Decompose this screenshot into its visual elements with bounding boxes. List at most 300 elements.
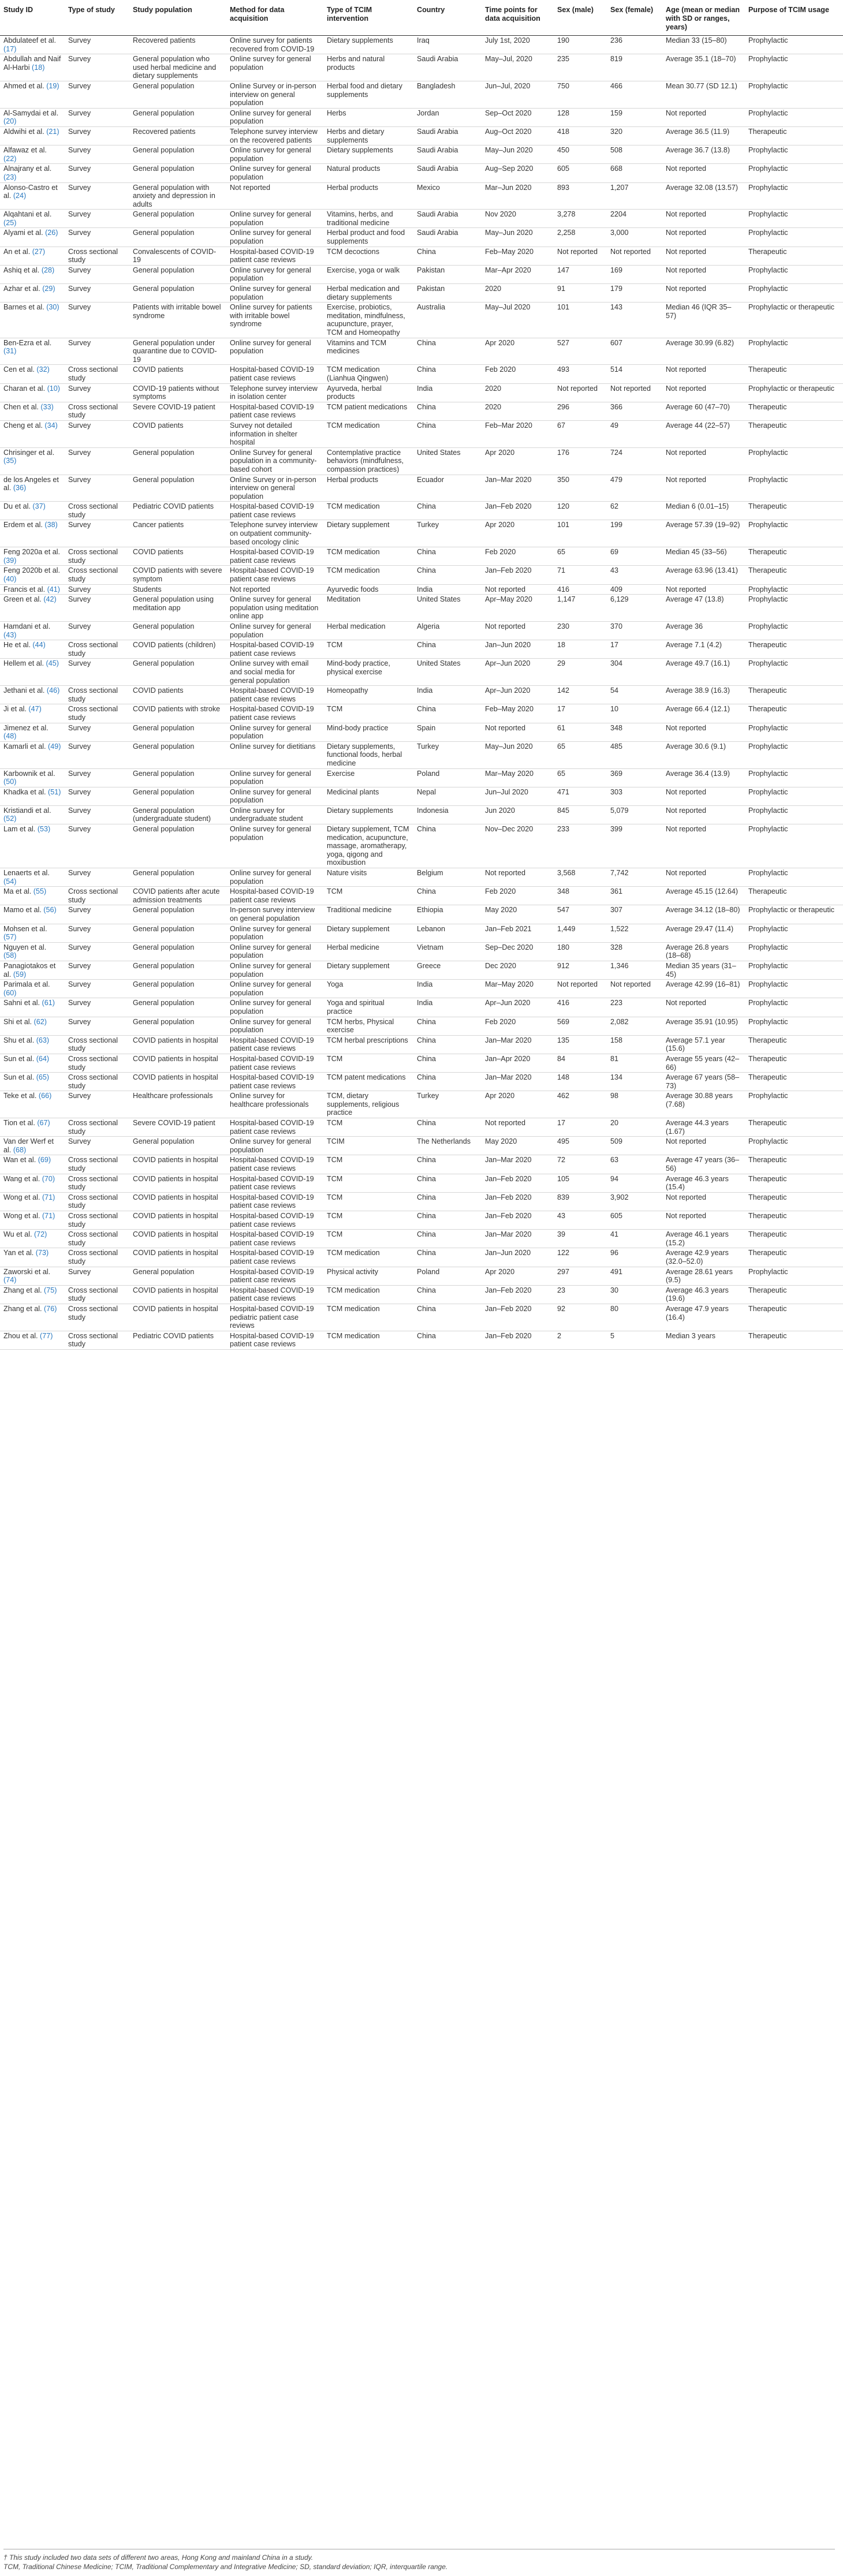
reference-link[interactable]: (45) bbox=[46, 659, 59, 668]
study-author: Feng 2020a et al. bbox=[3, 548, 61, 557]
cell-tcim-type: TCM, dietary supplements, religious practice bbox=[323, 1091, 413, 1118]
cell-sex-female: 514 bbox=[607, 365, 662, 383]
cell-tcim-type: TCIM bbox=[323, 1137, 413, 1155]
cell-method: Online survey for general population bbox=[226, 108, 323, 126]
reference-link[interactable]: (36) bbox=[13, 484, 27, 492]
cell-study-id bbox=[0, 247, 65, 265]
cell-tcim-type: TCM herbs, Physical exercise bbox=[323, 1017, 413, 1035]
cell-tcim-type: TCM bbox=[323, 1155, 413, 1174]
cell-time-points: Not reported bbox=[482, 584, 554, 595]
cell-study-population: General population bbox=[129, 475, 226, 502]
table-row bbox=[0, 566, 843, 584]
cell-sex-female: 369 bbox=[607, 768, 662, 787]
cell-method: Online survey for patients recovered from COVID-19 bbox=[226, 36, 323, 54]
cell-sex-female: 179 bbox=[607, 284, 662, 303]
cell-time-points: Jan–Mar 2020 bbox=[482, 1230, 554, 1248]
cell-age: Average 46.1 years (15.2) bbox=[662, 1230, 745, 1248]
cell-country: Ethiopia bbox=[413, 905, 482, 924]
reference-link[interactable]: (57) bbox=[3, 933, 17, 942]
cell-country: China bbox=[413, 824, 482, 868]
reference-link[interactable]: (18) bbox=[32, 63, 45, 72]
cell-sex-male: 65 bbox=[554, 741, 607, 768]
cell-age: Not reported bbox=[662, 284, 745, 303]
study-author: Abdulateef et al. bbox=[3, 36, 57, 44]
cell-country: Greece bbox=[413, 961, 482, 979]
cell-country: Ecuador bbox=[413, 475, 482, 502]
cell-study-id bbox=[0, 887, 65, 905]
cell-purpose: Therapeutic bbox=[745, 365, 843, 383]
reference-link[interactable]: (29) bbox=[42, 285, 55, 293]
table-row bbox=[0, 1118, 843, 1137]
cell-time-points: Apr 2020 bbox=[482, 1267, 554, 1285]
cell-method: Online survey for healthcare professionals bbox=[226, 1091, 323, 1118]
reference-link[interactable]: (26) bbox=[45, 229, 58, 237]
reference-link[interactable]: (19) bbox=[46, 81, 59, 90]
cell-tcim-type: TCM decoctions bbox=[323, 247, 413, 265]
cell-method: Hospital-based COVID-19 pediatric patient case reviews bbox=[226, 1304, 323, 1331]
table-row bbox=[0, 1211, 843, 1230]
cell-purpose: Therapeutic bbox=[745, 420, 843, 447]
cell-sex-male: 122 bbox=[554, 1248, 607, 1267]
cell-type-of-study: Cross sectional study bbox=[65, 1174, 129, 1192]
reference-link[interactable]: (43) bbox=[3, 630, 17, 639]
study-author: Hellem et al. bbox=[3, 659, 44, 668]
cell-type-of-study: Survey bbox=[65, 520, 129, 547]
cell-age: Average 29.47 (11.4) bbox=[662, 924, 745, 942]
table-row bbox=[0, 924, 843, 942]
table-row bbox=[0, 145, 843, 164]
reference-link[interactable]: (67) bbox=[37, 1119, 50, 1128]
reference-link[interactable]: (50) bbox=[3, 778, 17, 786]
cell-method: Online survey for general population bbox=[226, 824, 323, 868]
cell-age: Average 35.91 (10.95) bbox=[662, 1017, 745, 1035]
cell-study-population: Convalescents of COVID-19 bbox=[129, 247, 226, 265]
cell-study-population: General population bbox=[129, 81, 226, 108]
reference-link[interactable]: (30) bbox=[46, 303, 59, 312]
cell-study-id bbox=[0, 1155, 65, 1174]
cell-country: China bbox=[413, 247, 482, 265]
cell-country: Pakistan bbox=[413, 265, 482, 283]
cell-study-id bbox=[0, 805, 65, 824]
table-row bbox=[0, 723, 843, 741]
table-row bbox=[0, 303, 843, 338]
reference-link[interactable]: (60) bbox=[3, 988, 17, 997]
reference-link[interactable]: (21) bbox=[46, 127, 59, 136]
cell-method: Online survey for undergraduate student bbox=[226, 805, 323, 824]
cell-type-of-study: Survey bbox=[65, 942, 129, 961]
cell-purpose: Therapeutic bbox=[745, 1054, 843, 1072]
cell-study-population: COVID patients with severe symptom bbox=[129, 566, 226, 584]
reference-link[interactable]: (48) bbox=[3, 732, 17, 741]
study-author: Teke et al. bbox=[3, 1092, 37, 1100]
reference-link[interactable]: (54) bbox=[3, 877, 17, 886]
cell-country: China bbox=[413, 1331, 482, 1349]
table-row bbox=[0, 595, 843, 622]
cell-tcim-type: Herbal food and dietary supplements bbox=[323, 81, 413, 108]
study-author: Wang et al. bbox=[3, 1174, 40, 1183]
cell-country: Turkey bbox=[413, 1091, 482, 1118]
study-author: Chrisinger et al. bbox=[3, 448, 55, 457]
cell-sex-female: 366 bbox=[607, 402, 662, 420]
study-author: Hamdani et al. bbox=[3, 622, 51, 630]
cell-type-of-study: Survey bbox=[65, 108, 129, 126]
cell-time-points: Apr 2020 bbox=[482, 1091, 554, 1118]
cell-study-population: General population with anxiety and depression in adults bbox=[129, 182, 226, 210]
cell-method: Hospital-based COVID-19 patient case reviews bbox=[226, 1174, 323, 1192]
reference-link[interactable]: (71) bbox=[42, 1212, 55, 1220]
reference-link[interactable]: (68) bbox=[13, 1145, 27, 1154]
table-row bbox=[0, 520, 843, 547]
cell-tcim-type: Mind-body practice, physical exercise bbox=[323, 659, 413, 686]
cell-type-of-study: Survey bbox=[65, 868, 129, 887]
study-author: Charan et al. bbox=[3, 384, 46, 393]
reference-link[interactable]: (17) bbox=[3, 44, 17, 53]
reference-link[interactable]: (42) bbox=[43, 595, 57, 604]
reference-link[interactable]: (34) bbox=[44, 421, 58, 430]
cell-age: Average 38.9 (16.3) bbox=[662, 686, 745, 704]
cell-study-population: Pediatric COVID patients bbox=[129, 502, 226, 520]
cell-time-points: Feb–May 2020 bbox=[482, 704, 554, 723]
cell-purpose: Prophylactic bbox=[745, 475, 843, 502]
cell-study-id bbox=[0, 284, 65, 303]
cell-country: Nepal bbox=[413, 787, 482, 805]
table-row bbox=[0, 54, 843, 81]
cell-type-of-study: Survey bbox=[65, 475, 129, 502]
reference-link[interactable]: (25) bbox=[3, 218, 17, 227]
cell-purpose: Prophylactic bbox=[745, 36, 843, 54]
cell-tcim-type: TCM patent medications bbox=[323, 1073, 413, 1091]
cell-purpose: Therapeutic bbox=[745, 686, 843, 704]
reference-link[interactable]: (72) bbox=[33, 1230, 47, 1239]
header-age: Age (mean or median with SD or ranges, years) bbox=[662, 3, 745, 36]
cell-study-population: Pediatric COVID patients bbox=[129, 1331, 226, 1349]
reference-link[interactable]: (59) bbox=[13, 970, 27, 979]
reference-link[interactable]: (38) bbox=[44, 521, 58, 529]
cell-study-id bbox=[0, 1073, 65, 1091]
cell-study-population: COVID-19 patients without symptoms bbox=[129, 383, 226, 402]
study-author: Barnes et al. bbox=[3, 303, 44, 312]
reference-link[interactable]: (71) bbox=[42, 1193, 55, 1201]
cell-sex-female: 508 bbox=[607, 145, 662, 164]
cell-time-points: Jun–Jul, 2020 bbox=[482, 81, 554, 108]
cell-study-id bbox=[0, 420, 65, 447]
reference-link[interactable]: (76) bbox=[44, 1304, 57, 1313]
cell-age: Average 28.61 years (9.5) bbox=[662, 1267, 745, 1285]
table-row bbox=[0, 741, 843, 768]
cell-age: Not reported bbox=[662, 108, 745, 126]
cell-sex-male: 142 bbox=[554, 686, 607, 704]
reference-link[interactable]: (65) bbox=[36, 1073, 50, 1082]
cell-purpose: Prophylactic bbox=[745, 520, 843, 547]
cell-sex-female: 5,079 bbox=[607, 805, 662, 824]
study-author: Wan et al. bbox=[3, 1156, 36, 1164]
header-study-id: Study ID bbox=[0, 3, 65, 36]
cell-study-id bbox=[0, 1137, 65, 1155]
cell-time-points: May 2020 bbox=[482, 1137, 554, 1155]
cell-method: Hospital-based COVID-19 patient case reviews bbox=[226, 566, 323, 584]
reference-link[interactable]: (56) bbox=[43, 906, 57, 914]
reference-link[interactable]: (52) bbox=[3, 815, 17, 823]
cell-purpose: Prophylactic bbox=[745, 980, 843, 998]
reference-link[interactable]: (70) bbox=[42, 1174, 55, 1183]
reference-link[interactable]: (23) bbox=[3, 173, 17, 181]
cell-age: Not reported bbox=[662, 584, 745, 595]
cell-type-of-study: Survey bbox=[65, 303, 129, 338]
cell-method: Hospital-based COVID-19 patient case reviews bbox=[226, 686, 323, 704]
study-author: Feng 2020b et al. bbox=[3, 566, 61, 575]
table-row bbox=[0, 868, 843, 887]
table-row bbox=[0, 942, 843, 961]
table-row bbox=[0, 961, 843, 979]
reference-link[interactable]: (66) bbox=[38, 1092, 52, 1100]
cell-tcim-type: TCM patient medications bbox=[323, 402, 413, 420]
reference-link[interactable]: (33) bbox=[40, 402, 54, 411]
cell-time-points: Feb 2020 bbox=[482, 365, 554, 383]
reference-link[interactable]: (74) bbox=[3, 1276, 17, 1285]
cell-study-population: COVID patients in hospital bbox=[129, 1248, 226, 1267]
cell-sex-male: 495 bbox=[554, 1137, 607, 1155]
cell-purpose: Prophylactic bbox=[745, 284, 843, 303]
cell-study-id bbox=[0, 1192, 65, 1211]
cell-age: Not reported bbox=[662, 805, 745, 824]
reference-link[interactable]: (41) bbox=[47, 585, 60, 593]
cell-study-population: General population bbox=[129, 447, 226, 475]
table-row bbox=[0, 787, 843, 805]
cell-age: Average 30.6 (9.1) bbox=[662, 741, 745, 768]
reference-link[interactable]: (28) bbox=[41, 266, 55, 274]
cell-sex-female: 3,902 bbox=[607, 1192, 662, 1211]
cell-tcim-type: TCM bbox=[323, 1118, 413, 1137]
cell-time-points: Nov 2020 bbox=[482, 210, 554, 228]
reference-link[interactable]: (77) bbox=[40, 1331, 53, 1340]
reference-link[interactable]: (32) bbox=[36, 365, 50, 374]
cell-study-id bbox=[0, 1035, 65, 1054]
cell-time-points: May–Jul 2020 bbox=[482, 303, 554, 338]
cell-purpose: Therapeutic bbox=[745, 126, 843, 145]
table-body bbox=[0, 36, 843, 1350]
header-study-population: Study population bbox=[129, 3, 226, 36]
table-row bbox=[0, 502, 843, 520]
study-author: Ahmed et al. bbox=[3, 81, 44, 90]
cell-sex-male: 17 bbox=[554, 704, 607, 723]
cell-study-id bbox=[0, 640, 65, 659]
cell-study-population: Cancer patients bbox=[129, 520, 226, 547]
header-country: Country bbox=[413, 3, 482, 36]
cell-country: China bbox=[413, 547, 482, 566]
reference-link[interactable]: (61) bbox=[42, 999, 55, 1007]
cell-study-id bbox=[0, 108, 65, 126]
reference-link[interactable]: (64) bbox=[36, 1054, 50, 1063]
cell-study-population: General population (undergraduate student) bbox=[129, 805, 226, 824]
study-author: Panagiotakos et al. bbox=[3, 961, 56, 979]
cell-type-of-study: Survey bbox=[65, 595, 129, 622]
cell-country: Bangladesh bbox=[413, 81, 482, 108]
cell-tcim-type: TCM bbox=[323, 1230, 413, 1248]
cell-study-population: General population bbox=[129, 284, 226, 303]
cell-country: China bbox=[413, 1155, 482, 1174]
cell-country: China bbox=[413, 1192, 482, 1211]
cell-country: United States bbox=[413, 659, 482, 686]
table-row bbox=[0, 768, 843, 787]
cell-sex-male: 1,449 bbox=[554, 924, 607, 942]
cell-method: Survey not detailed information in shelter hospital bbox=[226, 420, 323, 447]
cell-country: Poland bbox=[413, 1267, 482, 1285]
cell-age: Average 63.96 (13.41) bbox=[662, 566, 745, 584]
cell-method: Online survey for general population bbox=[226, 54, 323, 81]
cell-study-id bbox=[0, 547, 65, 566]
cell-purpose: Therapeutic bbox=[745, 640, 843, 659]
table-row bbox=[0, 164, 843, 182]
cell-method: Telephone survey interview on outpatient community-based oncology clinic bbox=[226, 520, 323, 547]
cell-country: China bbox=[413, 704, 482, 723]
reference-link[interactable]: (37) bbox=[32, 502, 46, 511]
cell-time-points: Jan–Apr 2020 bbox=[482, 1054, 554, 1072]
reference-link[interactable]: (75) bbox=[44, 1286, 57, 1294]
cell-method: Online survey for general population using meditation online app bbox=[226, 595, 323, 622]
cell-method: Hospital-based COVID-19 patient case reviews bbox=[226, 1285, 323, 1304]
cell-country: China bbox=[413, 1230, 482, 1248]
cell-method: Hospital-based COVID-19 patient case reviews bbox=[226, 547, 323, 566]
cell-sex-male: 547 bbox=[554, 905, 607, 924]
study-author: Jimenez et al. bbox=[3, 723, 49, 732]
cell-country: Algeria bbox=[413, 622, 482, 640]
cell-study-id bbox=[0, 924, 65, 942]
cell-time-points: Dec 2020 bbox=[482, 961, 554, 979]
cell-study-population: Students bbox=[129, 584, 226, 595]
cell-age: Not reported bbox=[662, 365, 745, 383]
study-author: Nguyen et al. bbox=[3, 943, 47, 951]
reference-link[interactable]: (40) bbox=[3, 575, 17, 584]
cell-study-population: General population bbox=[129, 164, 226, 182]
cell-age: Median 45 (33–56) bbox=[662, 547, 745, 566]
cell-country: China bbox=[413, 1248, 482, 1267]
cell-study-id bbox=[0, 1230, 65, 1248]
cell-study-id bbox=[0, 998, 65, 1017]
cell-study-population: General population under quarantine due to COVID-19 bbox=[129, 338, 226, 365]
cell-type-of-study: Survey bbox=[65, 164, 129, 182]
reference-link[interactable]: (73) bbox=[35, 1249, 49, 1257]
reference-link[interactable]: (22) bbox=[3, 154, 17, 163]
table-row bbox=[0, 383, 843, 402]
reference-link[interactable]: (35) bbox=[3, 457, 17, 465]
cell-time-points: Jan–Feb 2020 bbox=[482, 1192, 554, 1211]
cell-tcim-type: Herbal medication and dietary supplements bbox=[323, 284, 413, 303]
cell-method: Online survey for general population bbox=[226, 265, 323, 283]
cell-tcim-type: Dietary supplements bbox=[323, 145, 413, 164]
reference-link[interactable]: (49) bbox=[48, 742, 61, 751]
cell-sex-female: 819 bbox=[607, 54, 662, 81]
cell-study-population: General population bbox=[129, 868, 226, 887]
reference-link[interactable]: (10) bbox=[47, 384, 61, 393]
cell-time-points: July 1st, 2020 bbox=[482, 36, 554, 54]
cell-study-population: General population bbox=[129, 145, 226, 164]
reference-link[interactable]: (55) bbox=[33, 887, 47, 896]
cell-sex-female: 3,000 bbox=[607, 228, 662, 247]
cell-type-of-study: Cross sectional study bbox=[65, 365, 129, 383]
reference-link[interactable]: (24) bbox=[13, 192, 27, 200]
cell-time-points: Mar–Jun 2020 bbox=[482, 182, 554, 210]
cell-country: China bbox=[413, 640, 482, 659]
cell-tcim-type: Natural products bbox=[323, 164, 413, 182]
reference-link[interactable]: (20) bbox=[3, 117, 17, 126]
reference-link[interactable]: (27) bbox=[32, 247, 46, 256]
cell-study-id bbox=[0, 475, 65, 502]
cell-time-points: Mar–May 2020 bbox=[482, 980, 554, 998]
cell-sex-male: 39 bbox=[554, 1230, 607, 1248]
reference-link[interactable]: (53) bbox=[37, 825, 51, 834]
study-author: Alonso-Castro et al. bbox=[3, 183, 58, 200]
cell-study-id bbox=[0, 824, 65, 868]
cell-study-id bbox=[0, 659, 65, 686]
table-row bbox=[0, 1174, 843, 1192]
cell-time-points: Aug–Sep 2020 bbox=[482, 164, 554, 182]
cell-country: China bbox=[413, 1285, 482, 1304]
table-row bbox=[0, 1091, 843, 1118]
cell-type-of-study: Survey bbox=[65, 81, 129, 108]
cell-sex-male: Not reported bbox=[554, 980, 607, 998]
reference-link[interactable]: (69) bbox=[38, 1156, 51, 1164]
reference-link[interactable]: (62) bbox=[33, 1017, 47, 1026]
reference-link[interactable]: (63) bbox=[36, 1036, 50, 1044]
cell-type-of-study: Survey bbox=[65, 741, 129, 768]
cell-purpose: Prophylactic bbox=[745, 787, 843, 805]
table-row bbox=[0, 805, 843, 824]
cell-tcim-type: Yoga and spiritual practice bbox=[323, 998, 413, 1017]
cell-sex-male: 18 bbox=[554, 640, 607, 659]
cell-method: Not reported bbox=[226, 182, 323, 210]
cell-purpose: Prophylactic bbox=[745, 164, 843, 182]
reference-link[interactable]: (44) bbox=[32, 641, 46, 649]
cell-method: Online survey for general population bbox=[226, 868, 323, 887]
cell-study-id bbox=[0, 905, 65, 924]
cell-study-id bbox=[0, 566, 65, 584]
cell-method: Hospital-based COVID-19 patient case reviews bbox=[226, 1192, 323, 1211]
reference-link[interactable]: (46) bbox=[46, 686, 60, 695]
cell-study-id bbox=[0, 228, 65, 247]
cell-time-points: Mar–May 2020 bbox=[482, 768, 554, 787]
cell-study-id bbox=[0, 1017, 65, 1035]
cell-purpose: Prophylactic or therapeutic bbox=[745, 303, 843, 338]
cell-study-population: General population bbox=[129, 768, 226, 787]
cell-country: China bbox=[413, 1304, 482, 1331]
cell-time-points: Sep–Dec 2020 bbox=[482, 942, 554, 961]
study-author: Shi et al. bbox=[3, 1017, 32, 1026]
study-author: Ben-Ezra et al. bbox=[3, 338, 52, 347]
reference-link[interactable]: (58) bbox=[3, 951, 17, 960]
table-row bbox=[0, 1155, 843, 1174]
cell-country: China bbox=[413, 402, 482, 420]
cell-type-of-study: Survey bbox=[65, 924, 129, 942]
cell-sex-male: 91 bbox=[554, 284, 607, 303]
cell-sex-female: 20 bbox=[607, 1118, 662, 1137]
table-row bbox=[0, 622, 843, 640]
cell-time-points: Feb 2020 bbox=[482, 547, 554, 566]
reference-link[interactable]: (51) bbox=[48, 787, 61, 796]
cell-study-population: COVID patients in hospital bbox=[129, 1073, 226, 1091]
cell-sex-female: 6,129 bbox=[607, 595, 662, 622]
table-row bbox=[0, 704, 843, 723]
reference-link[interactable]: (47) bbox=[28, 705, 42, 714]
cell-purpose: Prophylactic bbox=[745, 868, 843, 887]
cell-country: China bbox=[413, 338, 482, 365]
reference-link[interactable]: (39) bbox=[3, 556, 17, 565]
cell-study-id bbox=[0, 741, 65, 768]
cell-study-population: General population using meditation app bbox=[129, 595, 226, 622]
cell-study-population: COVID patients in hospital bbox=[129, 1192, 226, 1211]
reference-link[interactable]: (31) bbox=[3, 347, 17, 356]
cell-method: Hospital-based COVID-19 patient case reviews bbox=[226, 1118, 323, 1137]
cell-method: Online survey for general population bbox=[226, 998, 323, 1017]
